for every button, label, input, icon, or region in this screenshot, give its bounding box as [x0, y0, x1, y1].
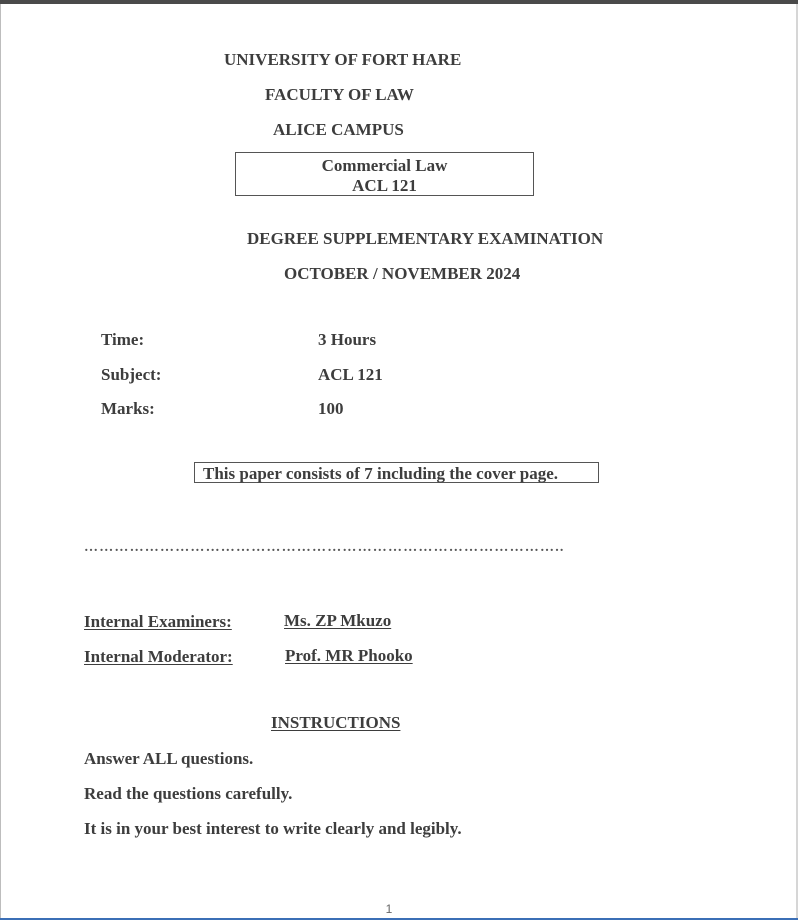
internal-examiners-label: Internal Examiners: [84, 612, 232, 631]
course-name: Commercial Law [321, 156, 448, 175]
instruction-item: Read the questions carefully. [84, 784, 293, 803]
dotted-separator: ………………………………………………………………………………….. [84, 540, 565, 555]
course-code: ACL 121 [352, 176, 417, 195]
course-box [235, 152, 534, 196]
viewer-top-bar [0, 0, 798, 4]
exam-title: DEGREE SUPPLEMENTARY EXAMINATION [247, 229, 604, 248]
page-number: 1 [385, 902, 393, 916]
instruction-item: It is in your best interest to write clearly and legibly. [84, 819, 462, 838]
campus-name: ALICE CAMPUS [273, 120, 404, 139]
university-name: UNIVERSITY OF FORT HARE [224, 50, 462, 69]
subject-value: ACL 121 [318, 365, 383, 384]
time-value: 3 Hours [318, 330, 377, 349]
internal-moderator-label: Internal Moderator: [84, 647, 233, 666]
page-count-notice: This paper consists of 7 including the cover page. [194, 462, 599, 483]
internal-moderator-value: Prof. MR Phooko [285, 646, 413, 665]
page-left-edge [0, 4, 1, 920]
time-label: Time: [101, 330, 145, 349]
marks-label: Marks: [101, 399, 155, 418]
internal-examiners-value: Ms. ZP Mkuzo [284, 611, 392, 630]
instruction-item: Answer ALL questions. [84, 749, 254, 768]
faculty-name: FACULTY OF LAW [265, 85, 414, 104]
instructions-heading: INSTRUCTIONS [271, 713, 401, 732]
exam-period: OCTOBER / NOVEMBER 2024 [284, 264, 521, 283]
marks-value: 100 [318, 399, 344, 418]
subject-label: Subject: [101, 365, 162, 384]
